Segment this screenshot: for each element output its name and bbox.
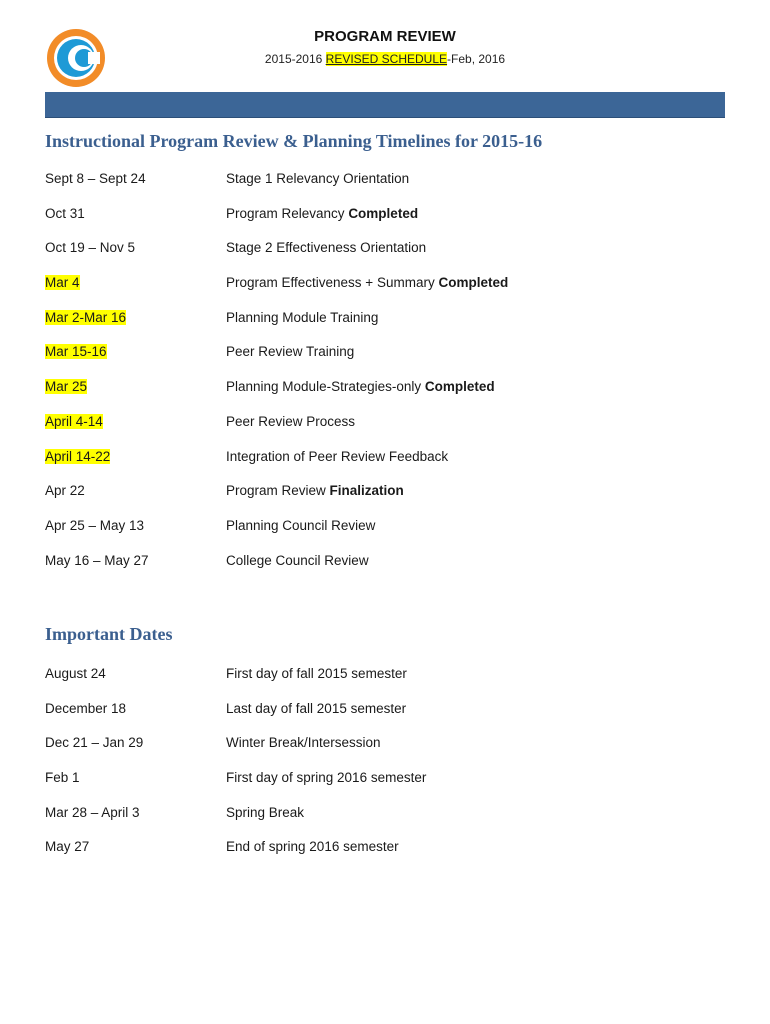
important-event: End of spring 2016 semester [226,839,399,854]
subtitle-year: 2015-2016 [264,52,323,66]
important-event: Spring Break [226,805,305,820]
important-event: Winter Break/Intersession [226,735,381,750]
timeline-event: Peer Review Training [226,344,355,359]
timeline-event: Program Effectiveness + Summary Completed [226,275,509,290]
timeline-row [45,308,725,328]
important-event: First day of spring 2016 semester [226,770,427,785]
important-date-row [45,699,725,719]
important-event: Last day of fall 2015 semester [226,701,407,716]
timeline-event: Program Review Finalization [226,483,404,498]
timeline-event: Planning Module-Strategies-only Completed [226,379,495,394]
important-date: December 18 [45,701,127,716]
timeline-date: April 4-14 [45,414,103,429]
important-date: May 27 [45,839,90,854]
timeline-event: Integration of Peer Review Feedback [226,449,449,464]
timeline-date: April 14-22 [45,449,111,464]
timeline-row [45,238,725,258]
timeline-date: Mar 4 [45,275,80,290]
timeline-date: Apr 25 – May 13 [45,518,145,533]
important-date: August 24 [45,666,106,681]
timeline-event: Peer Review Process [226,414,356,429]
important-date: Mar 28 – April 3 [45,805,140,820]
timeline-row [45,204,725,224]
timeline-date: Sept 8 – Sept 24 [45,171,146,186]
timelines-heading: Instructional Program Review & Planning Timelines for 2015-16 [45,131,543,151]
timeline-row [45,516,725,536]
timeline-date: Oct 31 [45,206,85,221]
timeline-date: Mar 2-Mar 16 [45,310,127,325]
timeline-row [45,273,725,293]
timeline-event: College Council Review [226,553,369,568]
important-date-row [45,733,725,753]
timeline-date: Mar 25 [45,379,88,394]
timeline-row [45,481,725,501]
subtitle-date: -Feb, 2016 [447,52,506,66]
subtitle-revised: REVISED SCHEDULE [325,52,448,66]
important-date: Dec 21 – Jan 29 [45,735,144,750]
document-title: PROGRAM REVIEW [314,28,456,45]
important-date-row [45,768,725,788]
timeline-date: Oct 19 – Nov 5 [45,240,136,255]
header-bar [45,92,725,118]
important-event: First day of fall 2015 semester [226,666,407,681]
timeline-row [45,342,725,362]
timeline-date: Apr 22 [45,483,85,498]
important-date-row [45,803,725,823]
timeline-event: Stage 1 Relevancy Orientation [226,171,410,186]
timeline-event: Planning Council Review [226,518,376,533]
important-date-row [45,664,725,684]
timeline-row [45,377,725,397]
timeline-date: May 16 – May 27 [45,553,149,568]
timeline-date: Mar 15-16 [45,344,107,359]
timeline-row [45,412,725,432]
timeline-row [45,169,725,189]
timeline-row [45,551,725,571]
timeline-row [45,447,725,467]
timeline-event: Stage 2 Effectiveness Orientation [226,240,427,255]
timeline-event: Program Relevancy Completed [226,206,419,221]
timeline-event: Planning Module Training [226,310,379,325]
document-subtitle [0,52,770,66]
important-dates-heading: Important Dates [45,624,173,644]
important-date: Feb 1 [45,770,80,785]
important-date-row [45,837,725,857]
